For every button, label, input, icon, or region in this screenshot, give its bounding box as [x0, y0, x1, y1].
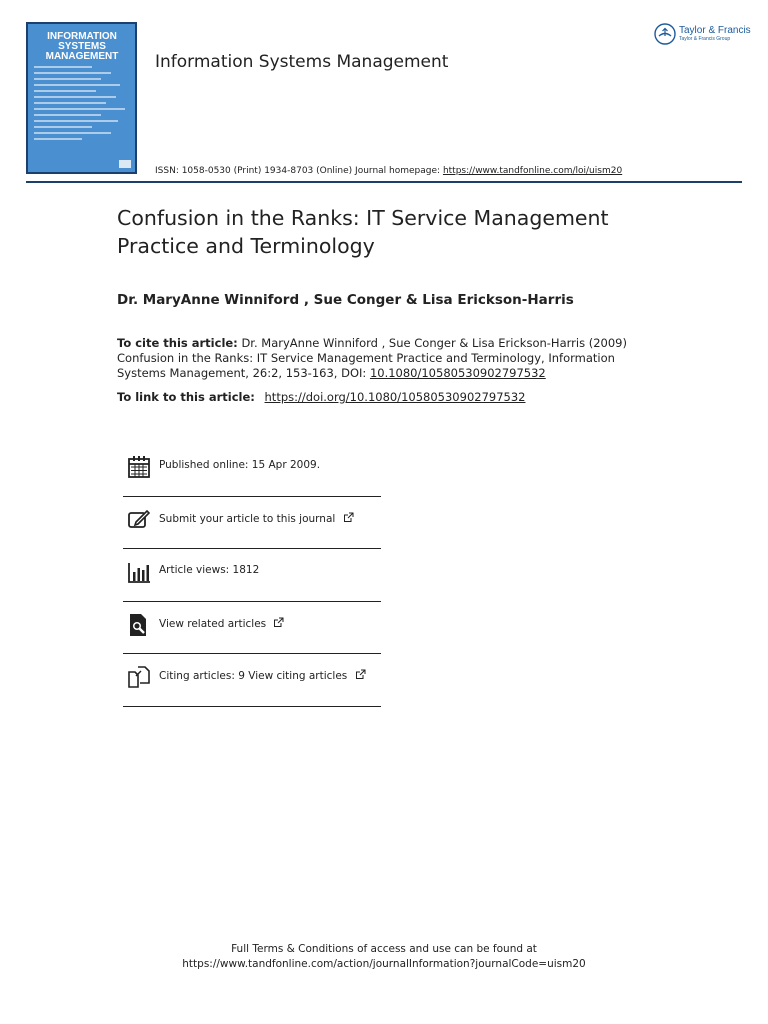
publisher-logo[interactable] [654, 22, 749, 48]
citing-articles-row[interactable] [123, 654, 381, 707]
article-link-line [117, 390, 525, 404]
external-link-icon [343, 512, 354, 523]
header-divider [26, 181, 742, 183]
publisher-group: Taylor & Francis Group [679, 36, 731, 42]
cover-title: INFORMATION SYSTEMS MANAGEMENT [45, 31, 119, 62]
terms-url[interactable]: https://www.tandfonline.com/action/journalInformation?journalCode=uism20 [182, 958, 586, 970]
calendar-icon [127, 455, 151, 479]
cite-label: To cite this article: [117, 336, 238, 350]
journal-cover-image [26, 22, 137, 174]
bar-chart-icon [127, 560, 151, 584]
journal-name: Information Systems Management [155, 52, 449, 72]
related-articles-row[interactable] [123, 602, 381, 655]
published-row [123, 444, 381, 497]
publisher-name: Taylor & Francis [679, 25, 751, 36]
citation-block [117, 336, 637, 381]
citing-documents-icon [127, 665, 151, 689]
cite-doi-link[interactable]: 10.1080/10580530902797532 [369, 366, 546, 380]
document-search-icon [127, 613, 151, 637]
journal-homepage-link[interactable]: https://www.tandfonline.com/loi/uism20 [442, 166, 623, 176]
cover-publisher-mark [119, 160, 131, 168]
citing-articles-link[interactable] [159, 669, 366, 682]
cover-contents-lines [34, 66, 130, 144]
article-info-list [123, 444, 381, 707]
cite-text: Dr. MaryAnne Winniford , Sue Conger & Lisa Erickson-Harris (2009) Confusion in the Ranks: IT Service Management Practice and Terminology, Information Systems Management, 26:2, 153-163, DOI: [117, 336, 627, 380]
link-label: To link to this article: [117, 390, 255, 404]
issn-line [155, 166, 622, 176]
article-authors: Dr. MaryAnne Winniford , Sue Conger & Lisa Erickson-Harris [117, 292, 574, 308]
terms-footer [0, 942, 768, 972]
published-date: Published online: 15 Apr 2009. [159, 459, 321, 471]
submit-article-row[interactable] [123, 497, 381, 550]
citing-articles-label: Citing articles: 9 View citing articles [159, 670, 348, 682]
article-views-row [123, 549, 381, 602]
article-title: Confusion in the Ranks: IT Service Management Practice and Terminology [117, 206, 609, 258]
article-doi-link[interactable]: https://doi.org/10.1080/10580530902797532 [264, 390, 526, 404]
submit-article-label: Submit your article to this journal [159, 512, 336, 525]
related-articles-label: View related articles [159, 617, 267, 630]
external-link-icon [355, 669, 366, 680]
edit-icon [127, 508, 151, 532]
terms-line: Full Terms & Conditions of access and use can be found at [231, 943, 537, 955]
related-articles-link[interactable] [159, 617, 284, 630]
external-link-icon [273, 617, 284, 628]
issn-text: ISSN: 1058-0530 (Print) 1934-8703 (Online) Journal homepage: [155, 166, 441, 176]
submit-article-link[interactable] [159, 512, 354, 525]
article-views-count: Article views: 1812 [159, 564, 260, 576]
taylor-francis-logo-icon [654, 23, 676, 45]
